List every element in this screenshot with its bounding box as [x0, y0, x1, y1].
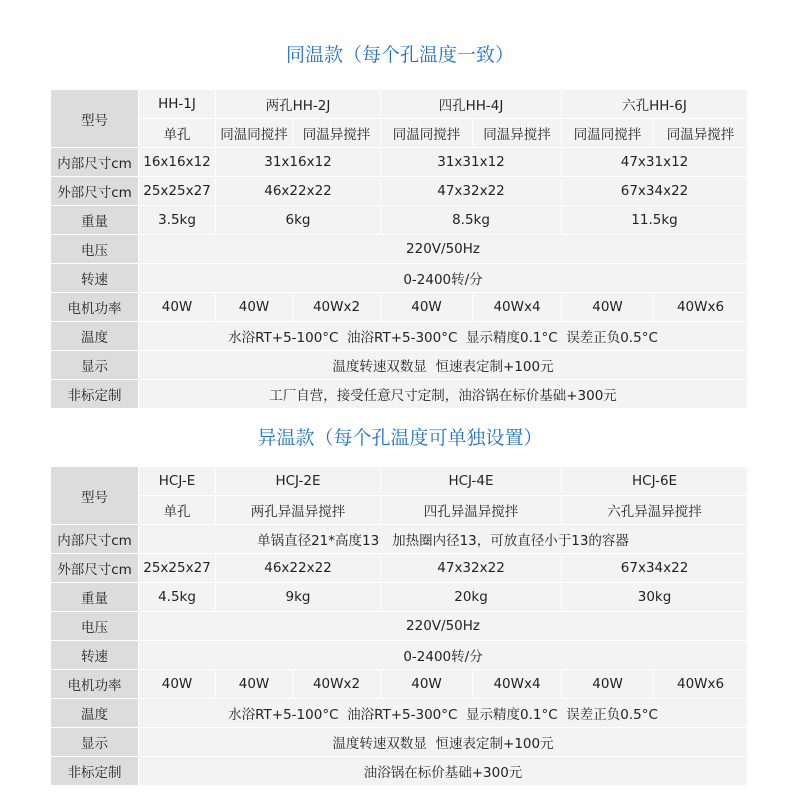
weight-cell: 9kg — [216, 583, 381, 612]
table-row — [51, 235, 748, 264]
model-cell: HH-1J — [139, 90, 216, 119]
weight-cell: 20kg — [381, 583, 562, 612]
table-row — [51, 264, 748, 293]
table-row — [51, 293, 748, 322]
table-row — [51, 699, 748, 728]
row-label-weight: 重量 — [51, 206, 139, 235]
weight-cell: 30kg — [562, 583, 748, 612]
variant-cell: 单孔 — [139, 496, 216, 525]
variant-cell: 同温同搅拌 — [381, 119, 473, 148]
row-label-speed: 转速 — [51, 641, 139, 670]
row-label-inner-size: 内部尺寸cm — [51, 148, 139, 177]
power-cell: 40Wx4 — [473, 293, 562, 322]
outer-size-cell: 47x32x22 — [381, 177, 562, 206]
power-cell: 40W — [139, 670, 216, 699]
table-row — [51, 351, 748, 380]
weight-cell: 11.5kg — [562, 206, 748, 235]
row-label-speed: 转速 — [51, 264, 139, 293]
variant-cell: 同温异搅拌 — [654, 119, 748, 148]
row-label-custom: 非标定制 — [51, 380, 139, 409]
speed-cell: 0-2400转/分 — [139, 641, 748, 670]
model-cell: 四孔HH-4J — [381, 90, 562, 119]
inner-size-cell: 单锅直径21*高度13 加热圈内径13，可放直径小于13的容器 — [139, 525, 748, 554]
variant-cell: 同温异搅拌 — [293, 119, 381, 148]
table-row — [51, 119, 748, 148]
table-row — [51, 554, 748, 583]
table-row — [51, 90, 748, 119]
speed-cell: 0-2400转/分 — [139, 264, 748, 293]
model-cell: 六孔HH-6J — [562, 90, 748, 119]
voltage-cell: 220V/50Hz — [139, 235, 748, 264]
custom-cell: 工厂自营，接受任意尺寸定制，油浴锅在标价基础+300元 — [139, 380, 748, 409]
inner-size-cell: 16x16x12 — [139, 148, 216, 177]
row-label-temperature: 温度 — [51, 322, 139, 351]
power-cell: 40W — [216, 670, 293, 699]
outer-size-cell: 25x25x27 — [139, 177, 216, 206]
table-row — [51, 322, 748, 351]
voltage-cell: 220V/50Hz — [139, 612, 748, 641]
model-cell: HCJ-4E — [381, 467, 562, 496]
display-cell: 温度转速双数显 恒速表定制+100元 — [139, 351, 748, 380]
table-row — [51, 641, 748, 670]
variant-cell: 同温同搅拌 — [216, 119, 293, 148]
outer-size-cell: 67x34x22 — [562, 554, 748, 583]
variant-cell: 六孔异温异搅拌 — [562, 496, 748, 525]
temperature-cell: 水浴RT+5-100°C 油浴RT+5-300°C 显示精度0.1°C 误差正负0.5°C — [139, 699, 748, 728]
row-label-model: 型号 — [51, 467, 139, 525]
variant-cell: 同温同搅拌 — [562, 119, 654, 148]
table-row — [51, 206, 748, 235]
power-cell: 40W — [381, 670, 473, 699]
variant-cell: 单孔 — [139, 119, 216, 148]
spec-table-diff-temp — [50, 466, 748, 786]
outer-size-cell: 47x32x22 — [381, 554, 562, 583]
weight-cell: 6kg — [216, 206, 381, 235]
power-cell: 40W — [139, 293, 216, 322]
inner-size-cell: 31x31x12 — [381, 148, 562, 177]
section-title-diff-temp: 异温款（每个孔温度可单独设置） — [257, 427, 543, 449]
table-row — [51, 467, 748, 496]
table-row — [51, 525, 748, 554]
model-cell: HCJ-E — [139, 467, 216, 496]
model-cell: HCJ-6E — [562, 467, 748, 496]
power-cell: 40W — [216, 293, 293, 322]
row-label-outer-size: 外部尺寸cm — [51, 554, 139, 583]
row-label-display: 显示 — [51, 351, 139, 380]
row-label-power: 电机功率 — [51, 293, 139, 322]
custom-cell: 油浴锅在标价基础+300元 — [139, 757, 748, 786]
row-label-voltage: 电压 — [51, 612, 139, 641]
power-cell: 40Wx2 — [293, 293, 381, 322]
table-row — [51, 148, 748, 177]
power-cell: 40W — [562, 293, 654, 322]
row-label-outer-size: 外部尺寸cm — [51, 177, 139, 206]
table-row — [51, 177, 748, 206]
outer-size-cell: 25x25x27 — [139, 554, 216, 583]
inner-size-cell: 47x31x12 — [562, 148, 748, 177]
weight-cell: 4.5kg — [139, 583, 216, 612]
power-cell: 40Wx6 — [654, 293, 748, 322]
table-row — [51, 670, 748, 699]
table-row — [51, 380, 748, 409]
row-label-model: 型号 — [51, 90, 139, 148]
row-label-power: 电机功率 — [51, 670, 139, 699]
power-cell: 40W — [381, 293, 473, 322]
row-label-voltage: 电压 — [51, 235, 139, 264]
row-label-custom: 非标定制 — [51, 757, 139, 786]
spec-table-same-temp — [50, 89, 748, 409]
row-label-inner-size: 内部尺寸cm — [51, 525, 139, 554]
power-cell: 40W — [562, 670, 654, 699]
row-label-display: 显示 — [51, 728, 139, 757]
row-label-weight: 重量 — [51, 583, 139, 612]
temperature-cell: 水浴RT+5-100°C 油浴RT+5-300°C 显示精度0.1°C 误差正负0.5°C — [139, 322, 748, 351]
display-cell: 温度转速双数显 恒速表定制+100元 — [139, 728, 748, 757]
model-cell: 两孔HH-2J — [216, 90, 381, 119]
outer-size-cell: 46x22x22 — [216, 554, 381, 583]
row-label-temperature: 温度 — [51, 699, 139, 728]
table-row — [51, 496, 748, 525]
section-title-same-temp: 同温款（每个孔温度一致） — [285, 44, 514, 66]
outer-size-cell: 46x22x22 — [216, 177, 381, 206]
table-row — [51, 728, 748, 757]
power-cell: 40Wx4 — [473, 670, 562, 699]
outer-size-cell: 67x34x22 — [562, 177, 748, 206]
variant-cell: 四孔异温异搅拌 — [381, 496, 562, 525]
table-row — [51, 583, 748, 612]
weight-cell: 3.5kg — [139, 206, 216, 235]
weight-cell: 8.5kg — [381, 206, 562, 235]
table-row — [51, 757, 748, 786]
power-cell: 40Wx6 — [654, 670, 748, 699]
table-row — [51, 612, 748, 641]
variant-cell: 两孔异温异搅拌 — [216, 496, 381, 525]
power-cell: 40Wx2 — [293, 670, 381, 699]
model-cell: HCJ-2E — [216, 467, 381, 496]
variant-cell: 同温异搅拌 — [473, 119, 562, 148]
inner-size-cell: 31x16x12 — [216, 148, 381, 177]
